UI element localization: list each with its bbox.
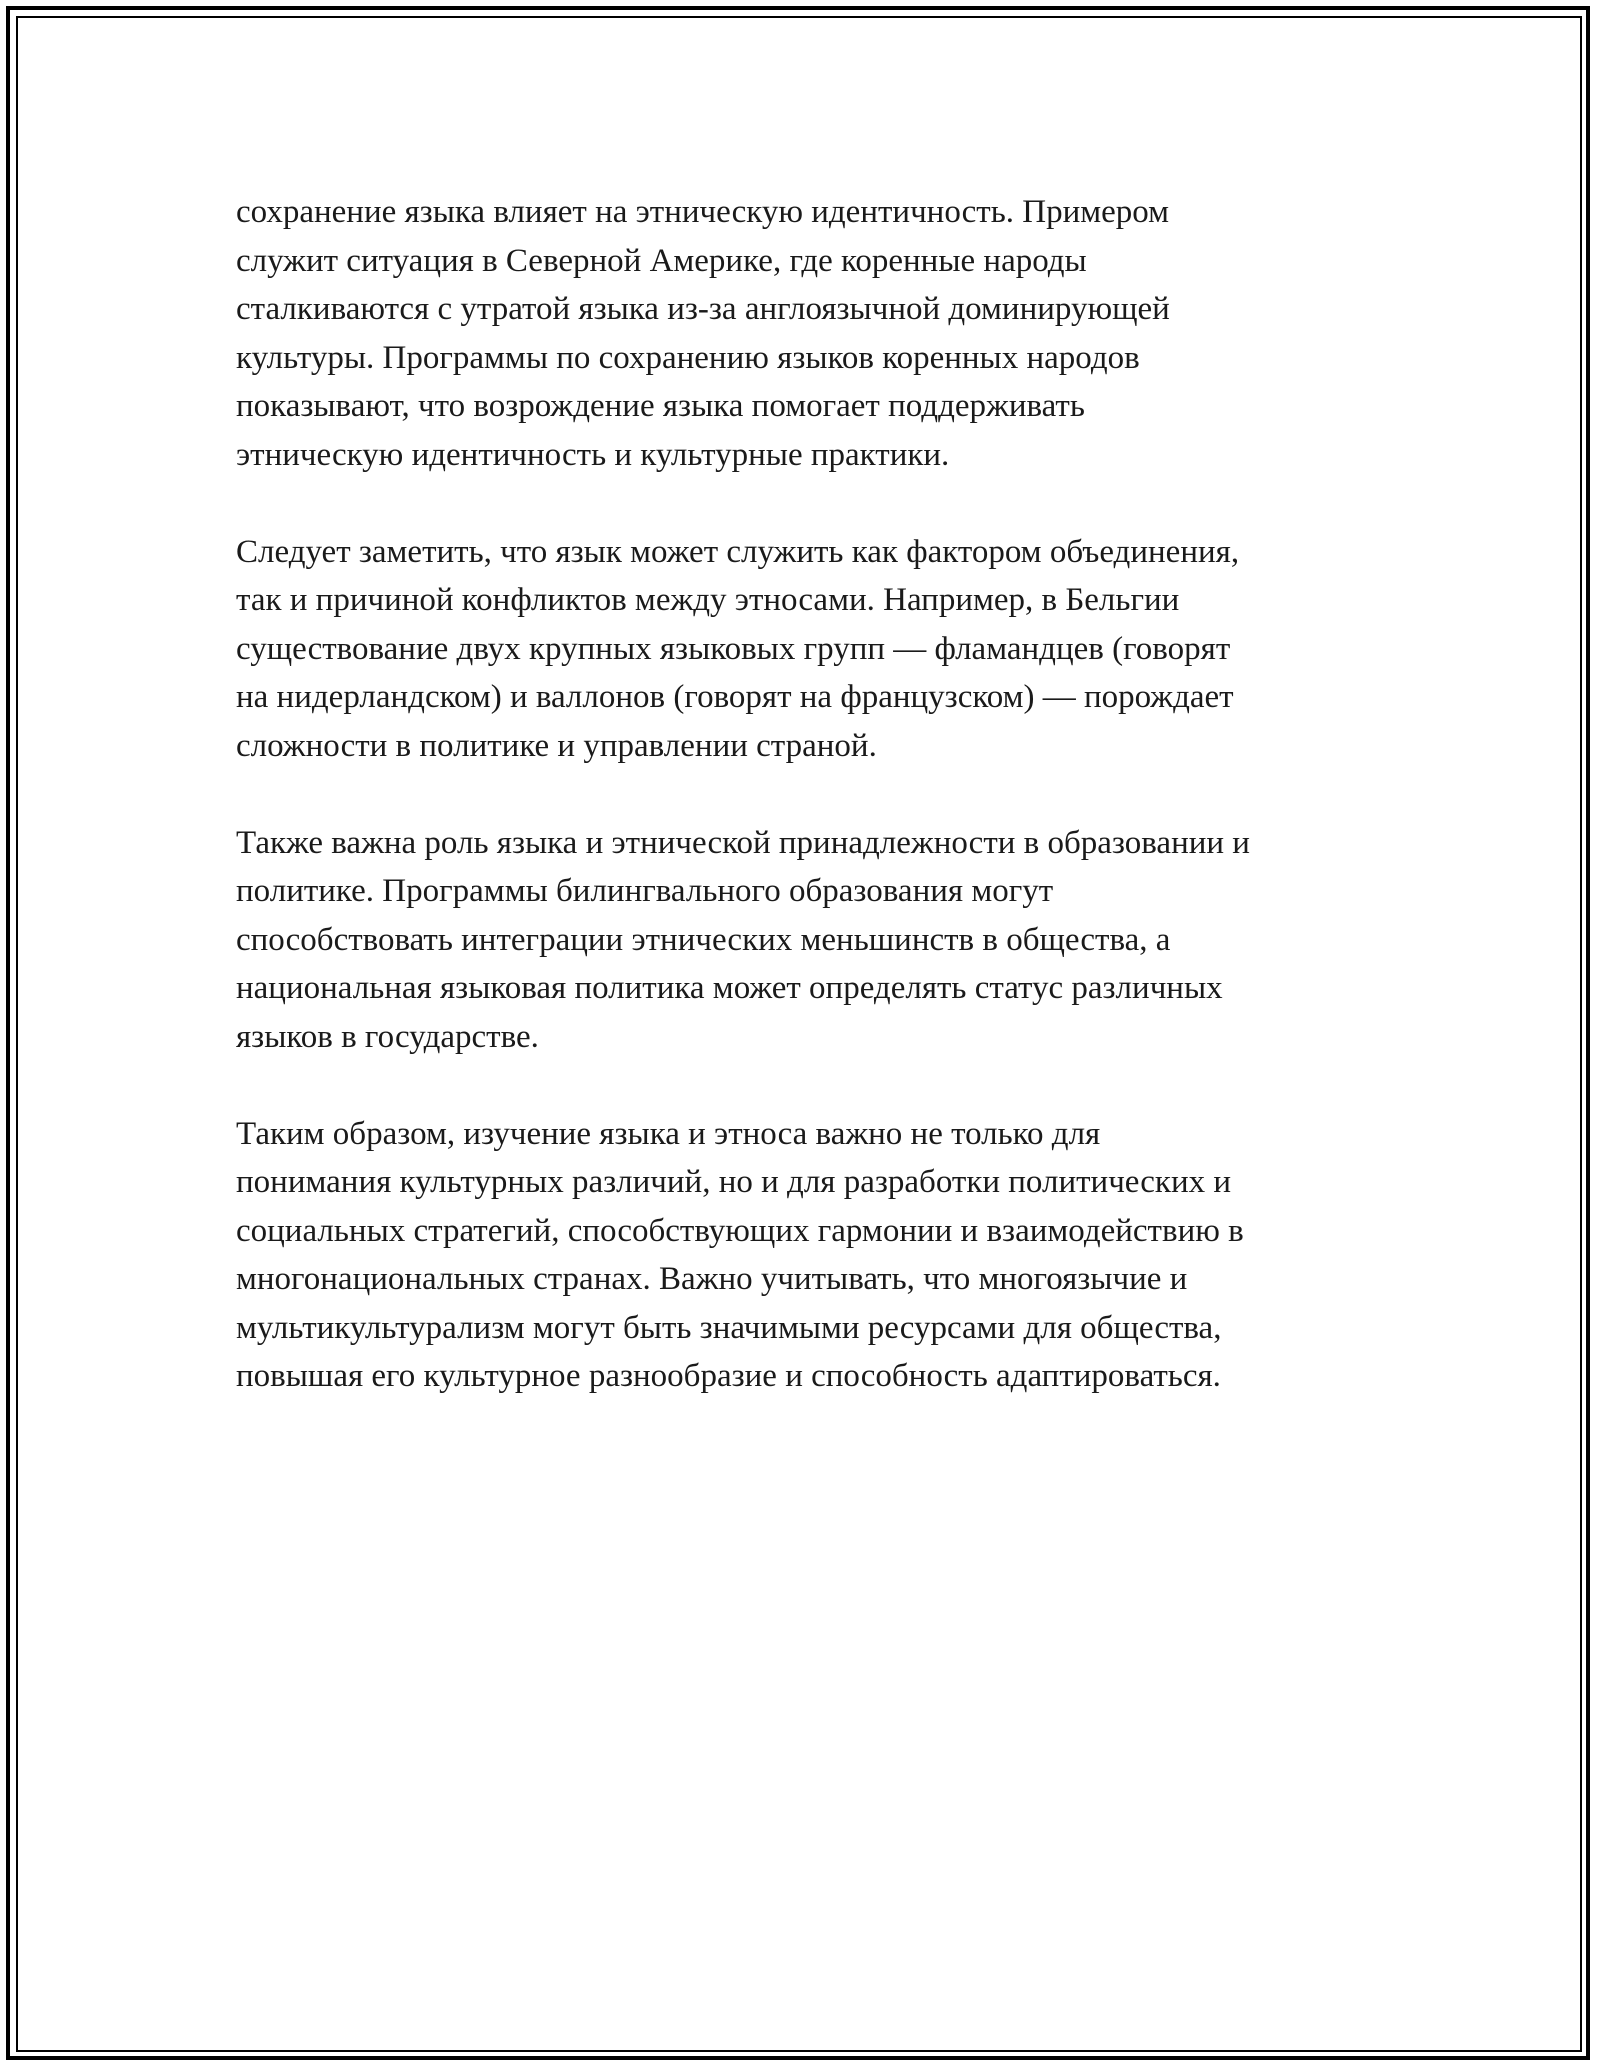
paragraph-conclusion: Таким образом, изучение языка и этноса важно не только для понимания культурных различий, но и для разработки политических и социальных стратегий, способствующих гармонии и взаимодействию в многонациональных странах. Важно учитывать, что многоязычие и мультикультурализм могут быть значимыми ресурсами для общества, повышая его культурное разнообразие и способность адаптироваться. [236,1115,1244,1394]
document-body [236,188,1386,1449]
paragraph-language-preservation: сохранение языка влияет на этническую идентичность. Примером служит ситуация в Северной Америке, где коренные народы сталкиваются с утратой языка из-за англоязычной доминирующей культуры. Программы по сохранению языков коренных народов показывают, что возрождение языка помогает поддерживать этническую идентичность и культурные практики. [236,194,1170,473]
paragraph-language-conflict: Следует заметить, что язык может служить как фактором объединения, так и причиной конфликтов между этносами. Например, в Бельгии существование двух крупных языковых групп — фламандцев (говорят на нидерландском) и валлонов (говорят на французском) — порождает сложности в политике и управлении страной. [236,533,1240,764]
paragraph-education-policy: Также важна роль языка и этнической принадлежности в образовании и политике. Программы билингвального образования могут способствовать интеграции этнических меньшинств в общества, а национальная языковая политика может определять статус различных языков в государстве. [236,824,1250,1055]
